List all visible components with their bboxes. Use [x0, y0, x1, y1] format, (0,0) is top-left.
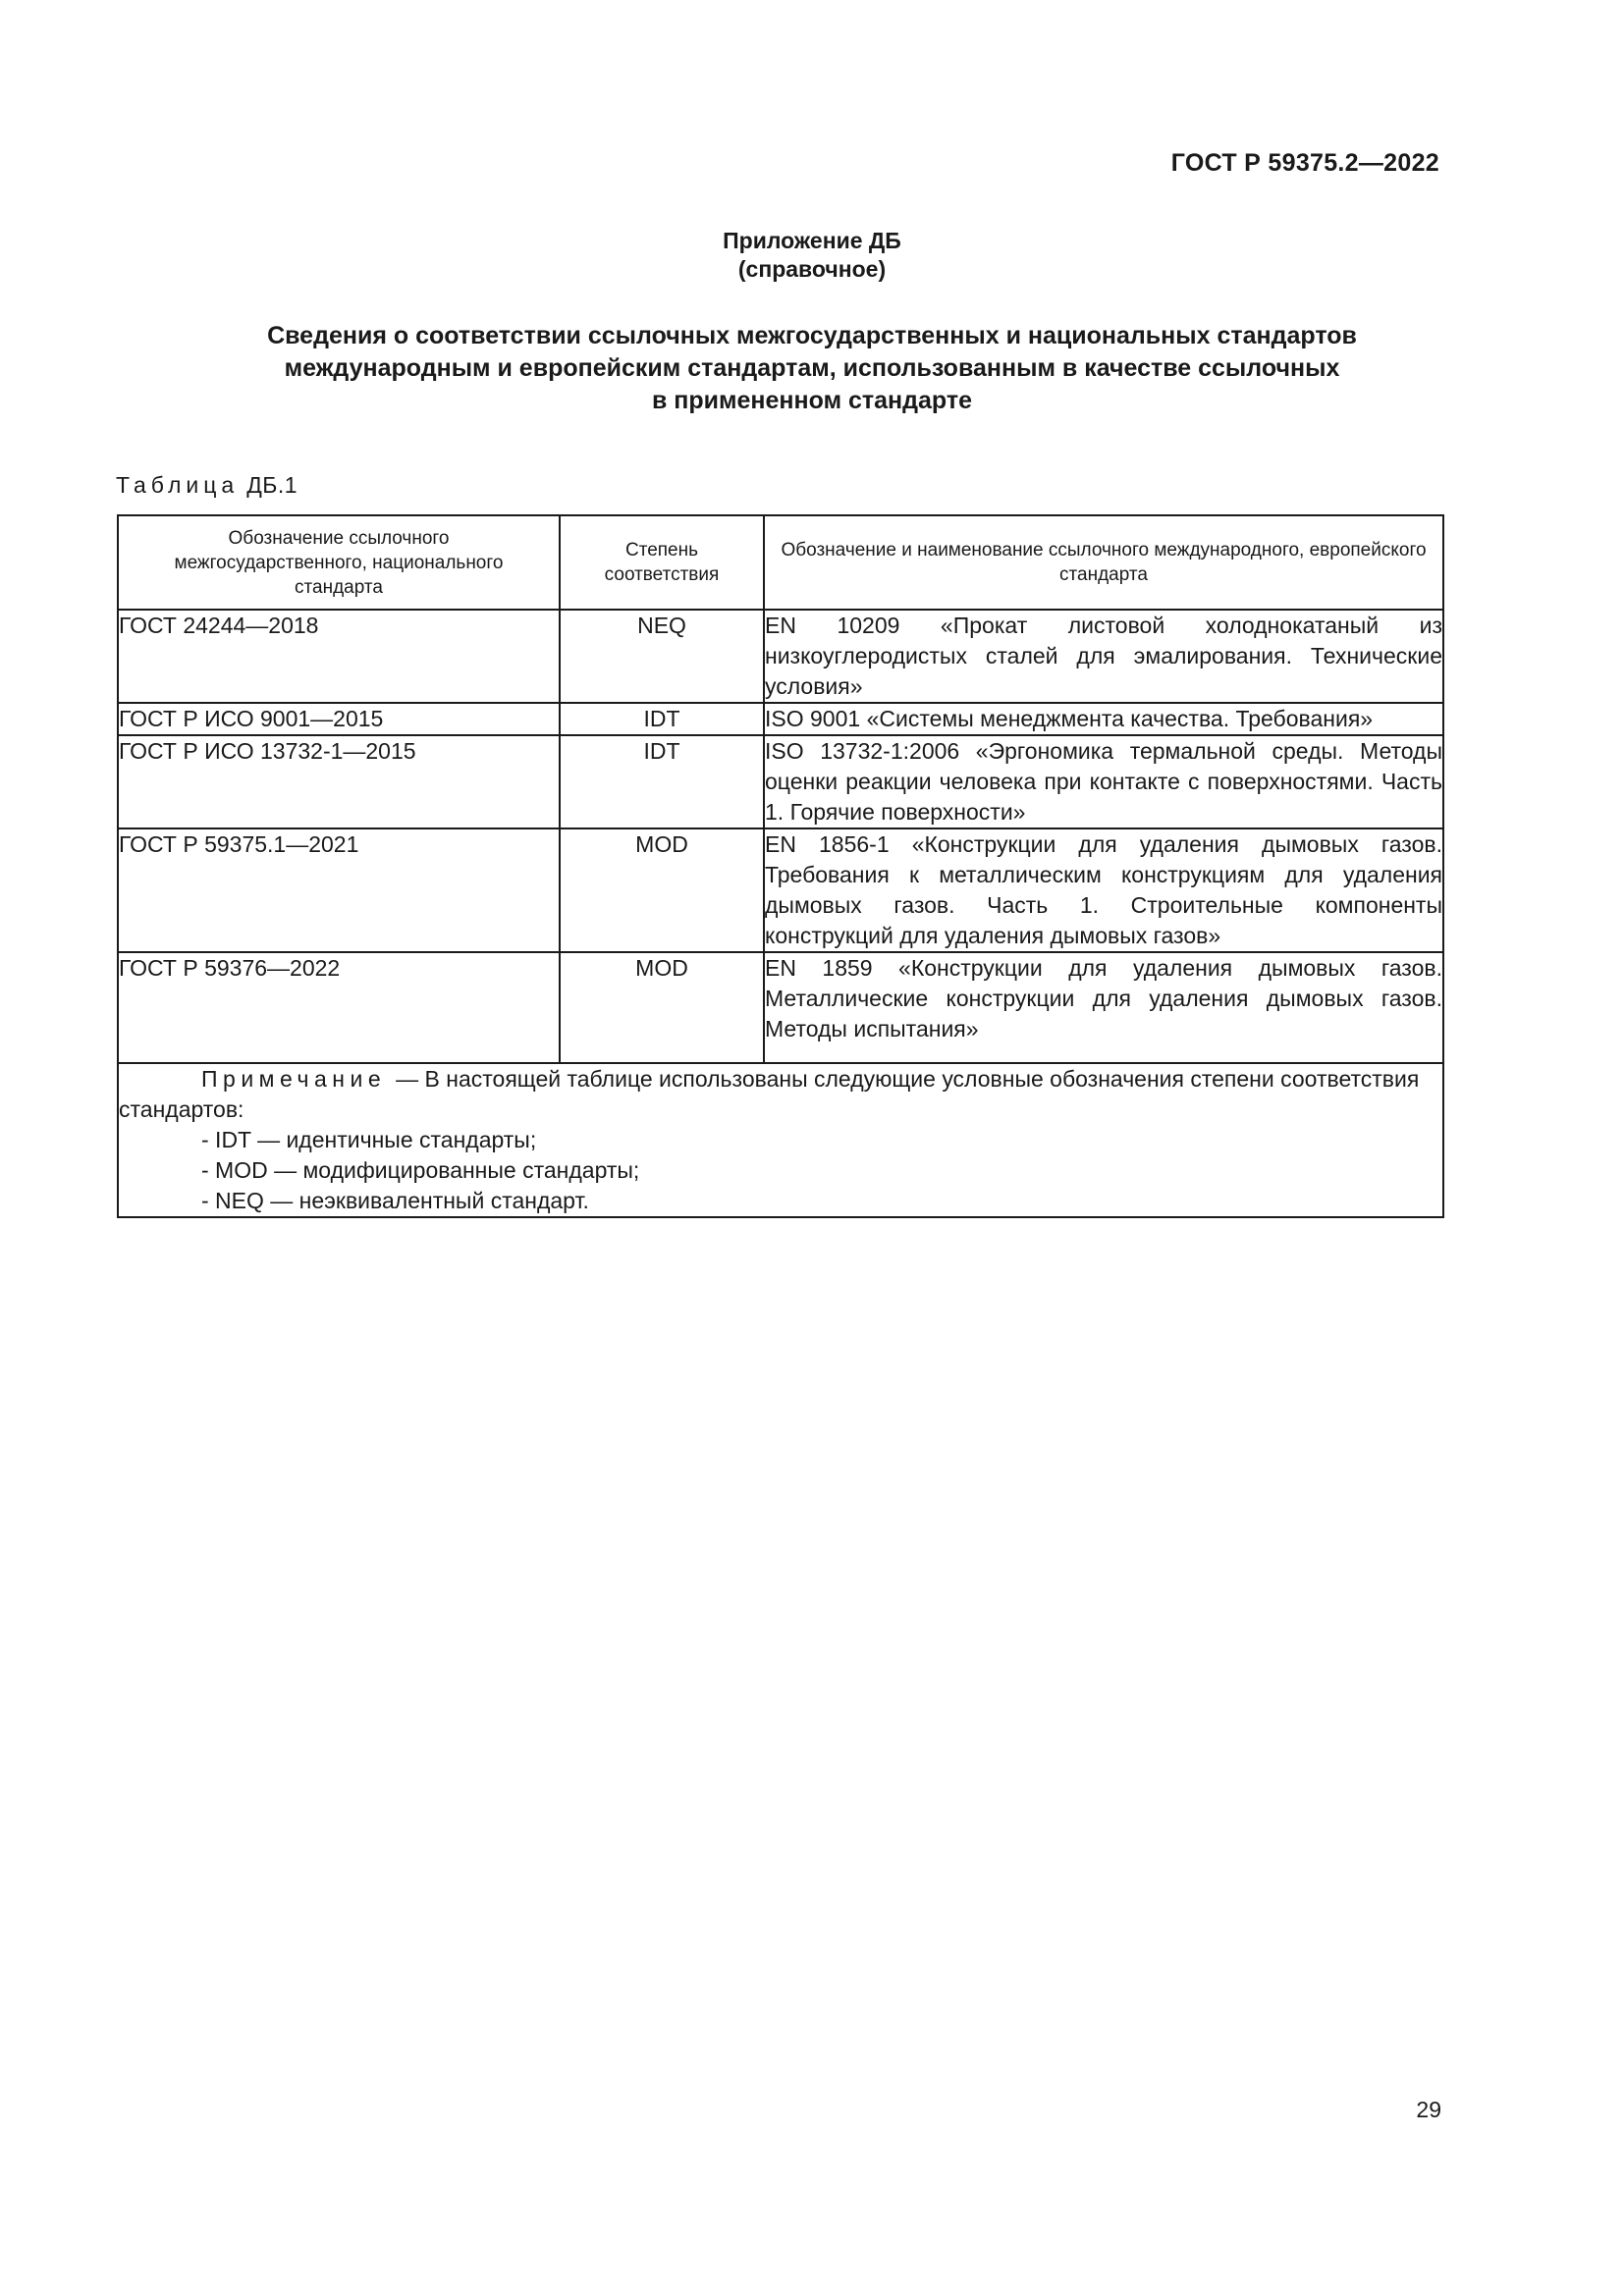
cell-standard: ГОСТ Р 59375.1—2021	[118, 828, 560, 952]
title-line: Сведения о соответствии ссылочных межгосударственных и национальных стандартов	[267, 322, 1357, 349]
table-header-row	[118, 515, 1443, 610]
title-line: в примененном стандарте	[651, 387, 973, 414]
note-intro	[119, 1064, 1442, 1125]
note-item: - NEQ — неэквивалентный стандарт.	[201, 1188, 589, 1213]
note-item: - MOD — модифицированные стандарты;	[201, 1157, 640, 1183]
table-row	[118, 610, 1443, 703]
cell-reference: EN 1859 «Конструкции для удаления дымовых газов. Металлические конструкции для удаления дымовых газов. Методы испытания»	[764, 952, 1443, 1063]
table-row	[118, 703, 1443, 735]
cell-reference: EN 10209 «Прокат листовой холоднокатаный из низкоуглеродистых сталей для эмалирования. Технические условия»	[764, 610, 1443, 703]
table-row	[118, 952, 1443, 1063]
cell-standard: ГОСТ Р 59376—2022	[118, 952, 560, 1063]
table-caption	[116, 472, 298, 499]
table-note	[118, 1063, 1443, 1217]
table-row	[118, 735, 1443, 828]
header-cell-reference: Обозначение и наименование ссылочного международного, европейского стандарта	[764, 515, 1443, 610]
page-number: 29	[1416, 2097, 1441, 2122]
cell-degree: MOD	[560, 828, 764, 952]
note-label: Примечание	[201, 1066, 387, 1092]
table-caption-label: Таблица	[116, 472, 240, 498]
table-caption-number: ДБ.1	[246, 472, 298, 498]
table-note-row	[118, 1063, 1443, 1217]
cell-degree: NEQ	[560, 610, 764, 703]
correspondence-table	[117, 514, 1444, 1218]
annex-subtitle: (справочное)	[737, 256, 887, 282]
note-text: — В настоящей таблице использованы следующие условные обозначения степени соответствия стандартов:	[119, 1066, 1420, 1122]
header-cell-degree: Степень соответствия	[560, 515, 764, 610]
cell-degree: IDT	[560, 703, 764, 735]
title-line: международным и европейским стандартам, использованным в качестве ссылочных	[284, 354, 1340, 382]
note-item: - IDT — идентичные стандарты;	[201, 1127, 537, 1152]
header-cell-standard: Обозначение ссылочного межгосударственного, национального стандарта	[118, 515, 560, 610]
cell-reference: ISO 9001 «Системы менеджмента качества. Требования»	[764, 703, 1443, 735]
cell-degree: MOD	[560, 952, 764, 1063]
cell-reference: EN 1856-1 «Конструкции для удаления дымовых газов. Требования к металлическим конструкциям для удаления дымовых газов. Часть 1. Строительные компоненты конструкций для удаления дымовых газов»	[764, 828, 1443, 952]
page-title	[0, 320, 1624, 417]
cell-degree: IDT	[560, 735, 764, 828]
cell-standard: ГОСТ Р ИСО 9001—2015	[118, 703, 560, 735]
table-row	[118, 828, 1443, 952]
cell-standard: ГОСТ 24244—2018	[118, 610, 560, 703]
document-code: ГОСТ Р 59375.2—2022	[1170, 149, 1439, 177]
cell-standard: ГОСТ Р ИСО 13732-1—2015	[118, 735, 560, 828]
annex-title: Приложение ДБ	[723, 228, 901, 253]
cell-reference: ISO 13732-1:2006 «Эргономика термальной среды. Методы оценки реакции человека при контакте с поверхностями. Часть 1. Горячие поверхности»	[764, 735, 1443, 828]
annex-heading	[0, 227, 1624, 284]
